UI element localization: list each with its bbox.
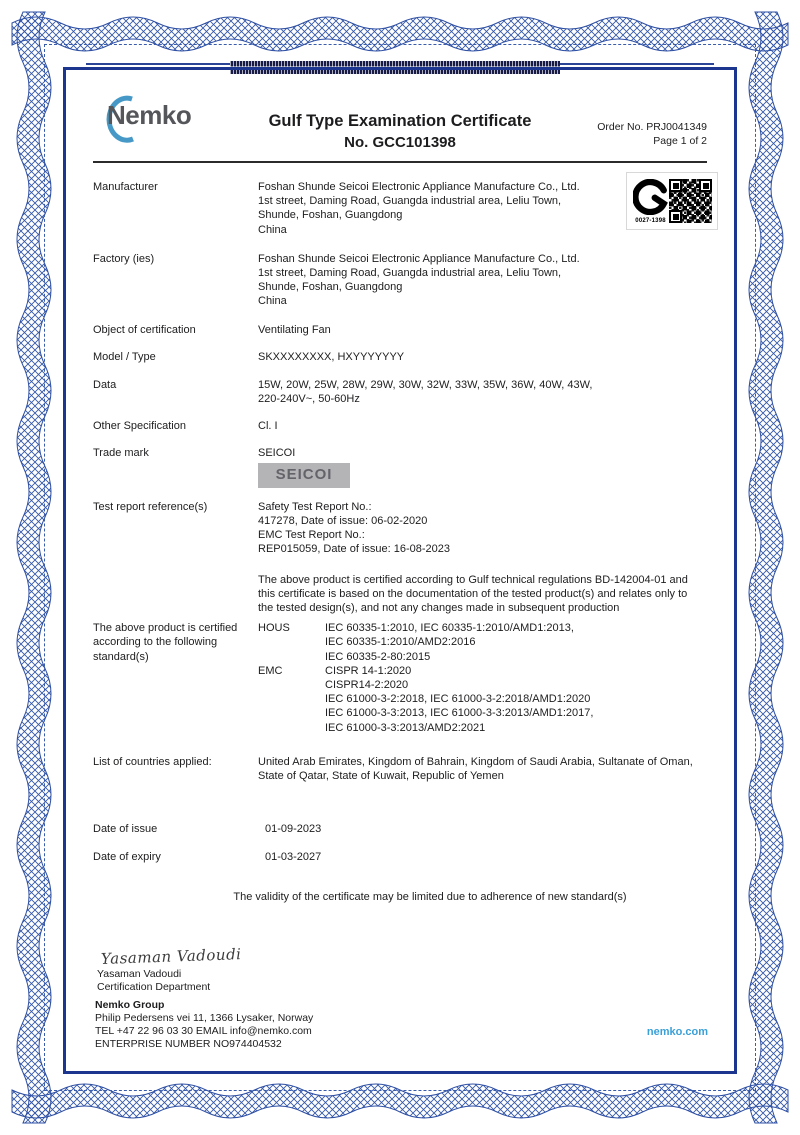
gmark-license-number: 0027-1398 bbox=[635, 217, 666, 224]
company-contact: TEL +47 22 96 03 30 EMAIL info@nemko.com bbox=[95, 1024, 312, 1037]
field-value: 01-09-2023 bbox=[265, 823, 322, 836]
trademark-logo: SEICOI bbox=[258, 463, 350, 488]
date-of-expiry-row bbox=[93, 850, 707, 864]
field-value: SEICOI SEICOI bbox=[258, 446, 707, 488]
field-label: Factory (ies) bbox=[93, 252, 155, 265]
field-label: Test report reference(s) bbox=[93, 500, 208, 513]
field-label: The above product is certified according to the following standard(s) bbox=[93, 622, 238, 663]
date-of-issue-row bbox=[93, 822, 707, 836]
field-value: Ventilating Fan bbox=[258, 323, 331, 336]
qr-finder-icon bbox=[669, 179, 682, 192]
field-label: Trade mark bbox=[93, 446, 149, 459]
company-footer bbox=[95, 999, 707, 1051]
company-name: Nemko Group bbox=[95, 998, 165, 1011]
field-label: Model / Type bbox=[93, 351, 156, 364]
company-enterprise-number: ENTERPRISE NUMBER NO974404532 bbox=[95, 1037, 282, 1050]
signatory-department: Certification Department bbox=[97, 980, 211, 993]
manufacturer-row bbox=[93, 180, 707, 237]
field-label: Data bbox=[93, 378, 117, 391]
field-value: Safety Test Report No.: 417278, Date of issue: 06-02-2020 EMC Test Report No.: REP015059, Date of issue: 16-08-2023 The above product is certified according to Gulf technical regulations BD-142004-01 and this certificate is based on the documentation of the tested product(s) and relates only to the tested design(s), and not any changes made in subsequent production bbox=[258, 500, 707, 615]
test-report-row bbox=[93, 500, 707, 615]
standards-group-emc: EMC CISPR 14-1:2020 CISPR14-2:2020 IEC 61000-3-2:2018, IEC 61000-3-2:2018/AMD1:2020 IEC 61000-3-3:2013, IEC 61000-3-3:2013/AMD1:2017, IEC 61000-3-3:2013/AMD2:2021 bbox=[258, 664, 594, 734]
standards-lines: IEC 60335-1:2010, IEC 60335-1:2010/AMD1:2013, IEC 60335-1:2010/AMD2:2016 IEC 60335-2-80:2015 bbox=[325, 622, 574, 663]
field-value: 15W, 20W, 25W, 28W, 29W, 30W, 32W, 33W, 35W, 36W, 40W, 43W, 220-240V~, 50-60Hz bbox=[258, 378, 593, 405]
signature-block bbox=[93, 945, 707, 994]
qr-finder-icon bbox=[699, 179, 712, 192]
field-label: Manufacturer bbox=[93, 181, 158, 193]
gulf-conformity-mark bbox=[632, 179, 669, 224]
standards-row bbox=[93, 621, 707, 735]
certificate-number: No. GCC101398 bbox=[344, 134, 456, 151]
standards-group-hous: HOUS IEC 60335-1:2010, IEC 60335-1:2010/AMD1:2013, IEC 60335-1:2010/AMD2:2016 IEC 60335-2-80:2015 bbox=[258, 622, 574, 663]
company-address: Philip Pedersens vei 11, 1366 Lysaker, Norway bbox=[95, 1011, 314, 1024]
order-block bbox=[597, 120, 707, 148]
validity-note: The validity of the certificate may be limited due to adherence of new standard(s) bbox=[233, 890, 627, 903]
standards-lines: CISPR 14-1:2020 CISPR14-2:2020 IEC 61000-3-2:2018, IEC 61000-3-2:2018/AMD1:2020 IEC 61000-3-3:2013, IEC 61000-3-3:2013/AMD1:2017, IEC 61000-3-3:2013/AMD2:2021 bbox=[325, 664, 594, 734]
certificate-title: Gulf Type Examination Certificate bbox=[268, 112, 532, 130]
title-block bbox=[223, 112, 577, 151]
signatory-name: Yasaman Vadoudi bbox=[97, 967, 182, 980]
field-label: Date of issue bbox=[93, 823, 158, 836]
qr-code-icon bbox=[669, 179, 712, 223]
data-row bbox=[93, 378, 707, 406]
nemko-logo-text: Nemko bbox=[107, 100, 192, 130]
field-value: United Arab Emirates, Kingdom of Bahrain, Kingdom of Saudi Arabia, Sultanate of Oman, State of Qatar, State of Kuwait, Republic of Yemen bbox=[258, 755, 693, 783]
certification-note: The above product is certified according to Gulf technical regulations BD-142004-01 and this certificate is based on the documentation of the tested product(s) and relates only to the tested design(s), and not any changes made in subsequent production bbox=[258, 573, 688, 615]
model-row bbox=[93, 350, 707, 364]
g-mark-icon bbox=[633, 179, 669, 215]
order-number: Order No. PRJ0041349 bbox=[597, 121, 707, 133]
certificate-header bbox=[93, 71, 707, 163]
signature-script: Yasaman Vadoudi bbox=[100, 945, 242, 968]
field-value: SKXXXXXXXX, HXYYYYYYY bbox=[258, 351, 405, 364]
other-spec-row bbox=[93, 419, 707, 433]
website-link: nemko.com bbox=[646, 1026, 708, 1038]
page-indicator: Page 1 of 2 bbox=[653, 135, 707, 147]
trademark-row bbox=[93, 446, 707, 488]
field-value: Cl. I bbox=[258, 419, 278, 432]
field-label: List of countries applied: bbox=[93, 755, 212, 768]
field-label: Object of certification bbox=[93, 323, 196, 336]
qr-finder-icon bbox=[669, 210, 682, 223]
object-row bbox=[93, 323, 707, 337]
field-value: Foshan Shunde Seicoi Electronic Appliance Manufacture Co., Ltd. 1st street, Daming Road, Guangda industrial area, Leliu Town, Shunde, Foshan, Guangdong China bbox=[258, 181, 580, 236]
gmark-qr-box bbox=[626, 172, 718, 230]
field-value: Foshan Shunde Seicoi Electronic Appliance Manufacture Co., Ltd. 1st street, Daming Road, Guangda industrial area, Leliu Town, Shunde, Foshan, Guangdong China bbox=[258, 252, 580, 308]
field-value: 01-03-2027 bbox=[265, 850, 322, 863]
countries-row bbox=[93, 755, 707, 783]
nemko-logo bbox=[95, 91, 195, 147]
factory-row bbox=[93, 252, 707, 309]
field-label: Other Specification bbox=[93, 419, 186, 432]
field-label: Date of expiry bbox=[93, 850, 161, 863]
standards-groups bbox=[258, 621, 707, 735]
